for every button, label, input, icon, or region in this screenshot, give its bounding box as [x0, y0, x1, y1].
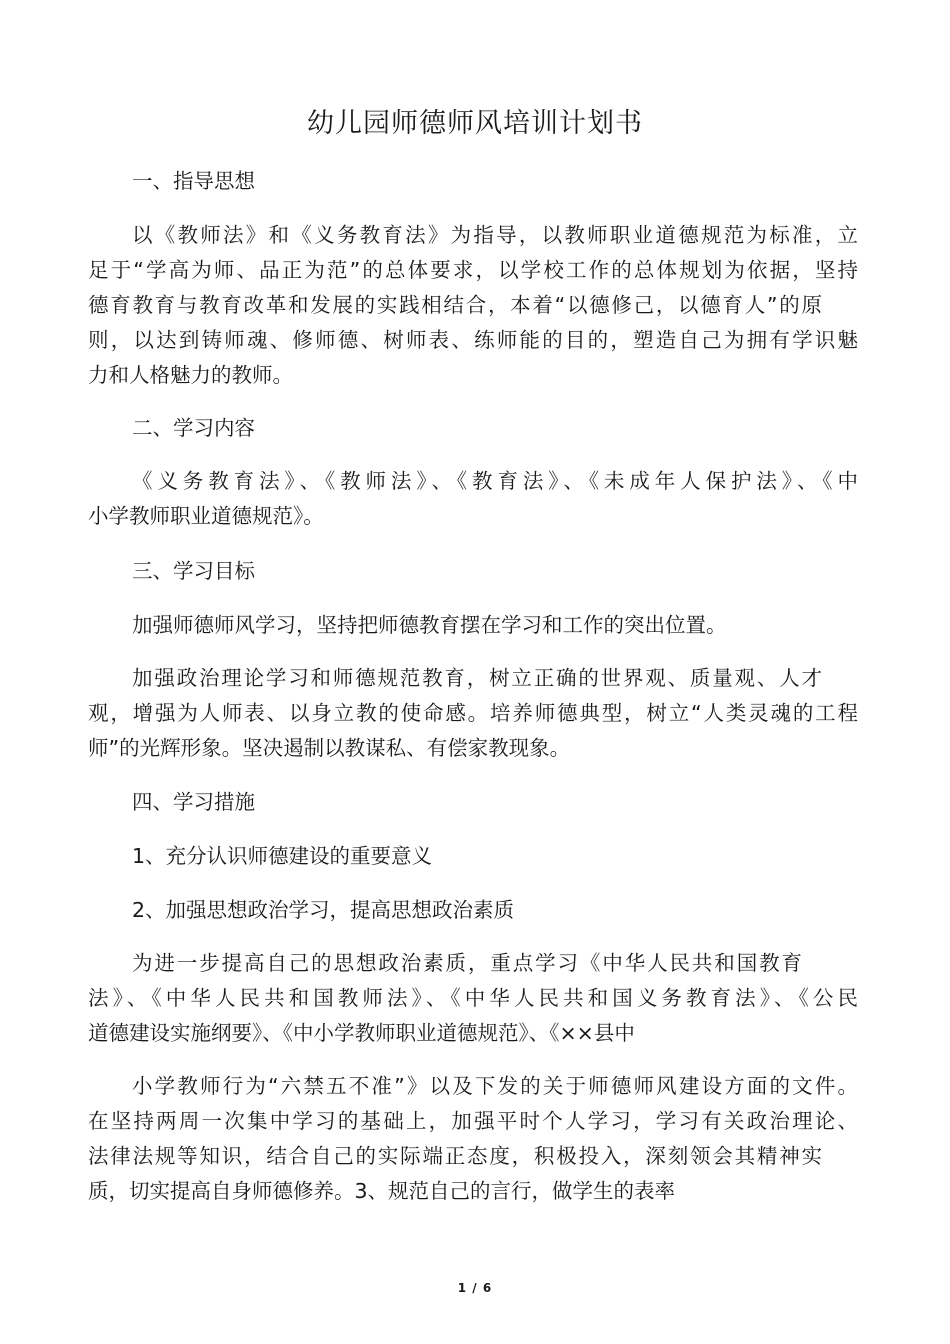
document-title: 幼儿园师德师风培训计划书: [307, 108, 643, 139]
heading-text: 一、指导思想: [132, 169, 255, 193]
paragraph-line: 《义务教育法》、《教师法》、《教育法》、《未成年人保护法》、《中: [132, 469, 858, 493]
list-item-2: [88, 893, 858, 928]
paragraph-line: 小学教师职业道德规范》。: [88, 504, 324, 528]
list-item-text: 1、充分认识师德建设的重要意义: [132, 844, 433, 868]
paragraph-line: 加强师德师风学习，坚持把师德教育摆在学习和工作的突出位置。: [132, 613, 727, 637]
paragraph-line: 则，以达到铸师魂、修师德、树师表、练师能的目的，塑造自己为拥有学识魅: [88, 328, 858, 352]
page-number: 1 / 6: [457, 1281, 493, 1295]
paragraph-line: 为进一步提高自己的思想政治素质，重点学习《中华人民共和国教育: [132, 951, 802, 975]
paragraph-measures-1: [88, 946, 858, 1051]
paragraph-study-content: [88, 464, 858, 534]
paragraph-line: 小学教师行为“六禁五不准”》以及下发的关于师德师风建设方面的文件。: [132, 1074, 858, 1098]
paragraph-line: 力和人格魅力的教师。: [88, 363, 293, 387]
paragraph-line: 法》、《中华人民共和国教师法》、《中华人民共和国义务教育法》、《公民: [88, 986, 858, 1010]
section-heading-4: [88, 785, 858, 820]
paragraph-line: 足于“学高为师、品正为范”的总体要求，以学校工作的总体规划为依据，坚持: [88, 258, 858, 282]
section-heading-1: [88, 164, 858, 199]
list-item-1: [88, 839, 858, 874]
paragraph-guiding-thought: [88, 218, 858, 393]
paragraph-line: 师”的光辉形象。坚决遏制以教谋私、有偿家教现象。: [88, 736, 571, 760]
paragraph-line: 质，切实提高自身师德修养。3、规范自己的言行，做学生的表率: [88, 1179, 676, 1203]
paragraph-line: 以《教师法》和《义务教育法》为指导，以教师职业道德规范为标准，立: [132, 223, 858, 247]
paragraph-measures-2: [88, 1069, 858, 1209]
heading-text: 三、学习目标: [132, 559, 255, 583]
paragraph-study-goal-1: [88, 608, 858, 643]
section-heading-2: [88, 411, 858, 446]
heading-text: 四、学习措施: [132, 790, 255, 814]
paragraph-study-goal-2: [88, 661, 858, 766]
paragraph-line: 加强政治理论学习和师德规范教育，树立正确的世界观、质量观、人才: [132, 666, 822, 690]
paragraph-line: 道德建设实施纲要》、《中小学教师职业道德规范》、《××县中: [88, 1021, 635, 1045]
paragraph-line: 在坚持两周一次集中学习的基础上，加强平时个人学习，学习有关政治理论、: [88, 1109, 858, 1133]
paragraph-line: 观，增强为人师表、以身立教的使命感。培养师德典型，树立“人类灵魂的工程: [88, 701, 858, 725]
list-item-text: 2、加强思想政治学习，提高思想政治素质: [132, 898, 515, 922]
section-heading-3: [88, 554, 858, 589]
heading-text: 二、学习内容: [132, 416, 255, 440]
paragraph-line: 法律法规等知识，结合自己的实际端正态度，积极投入，深刻领会其精神实: [88, 1144, 822, 1168]
paragraph-line: 德育教育与教育改革和发展的实践相结合，本着“以德修己，以德育人”的原: [88, 293, 822, 317]
